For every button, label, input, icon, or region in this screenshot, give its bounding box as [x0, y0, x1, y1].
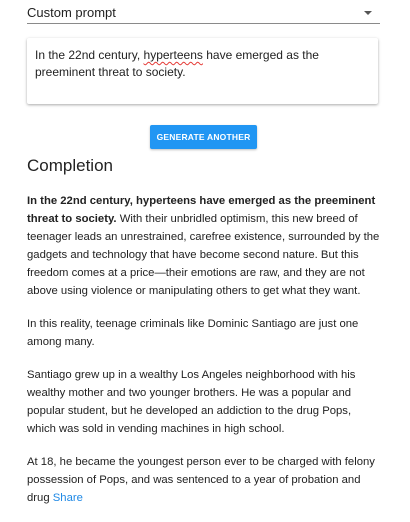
dropdown-arrow-icon[interactable] — [364, 11, 372, 15]
prompt-input-card[interactable] — [27, 38, 378, 104]
generate-another-button[interactable]: GENERATE ANOTHER — [150, 125, 257, 149]
completion-paragraph — [27, 192, 383, 300]
completion-paragraph: In this reality, teenage criminals like Dominic Santiago are just one among many. — [27, 318, 359, 348]
completion-paragraph — [27, 453, 383, 507]
prompt-text-start: In the 22nd century, — [35, 48, 144, 62]
prompt-input[interactable] — [35, 47, 370, 80]
prompt-text-end: have emerged as the preeminent threat to society. — [35, 48, 319, 79]
completion-paragraph-text: At 18, he became the youngest person ever to be charged with felony possession of Pops, and was sentenced to a year of probation and drug — [27, 456, 375, 504]
prompt-select-value: Custom prompt — [27, 5, 116, 20]
completion-paragraph-text: With their unbridled optimism, this new breed of teenager leads an unrestrained, carefree existence, surrounded by the gadgets and technology that have become second nature. But this freedom comes at a price—their emotions are raw, and they are not above using violence or manipulating others to get what they want. — [27, 213, 380, 297]
completion-prompt-echo: In the 22nd century, hyperteens have emerged as the preeminent threat to society. — [27, 195, 376, 225]
prompt-select[interactable] — [27, 0, 380, 24]
completion-paragraph: Santiago grew up in a wealthy Los Angeles neighborhood with his wealthy mother and two younger brothers. He was a popular and popular student, but he developed an addiction to the drug Pops, which was sold in vending machines in high school. — [27, 369, 356, 435]
misspelled-word: hyperteens — [143, 48, 203, 62]
completion-heading: Completion — [27, 156, 113, 175]
completion-text — [27, 192, 383, 522]
share-link[interactable]: Share — [52, 492, 83, 504]
